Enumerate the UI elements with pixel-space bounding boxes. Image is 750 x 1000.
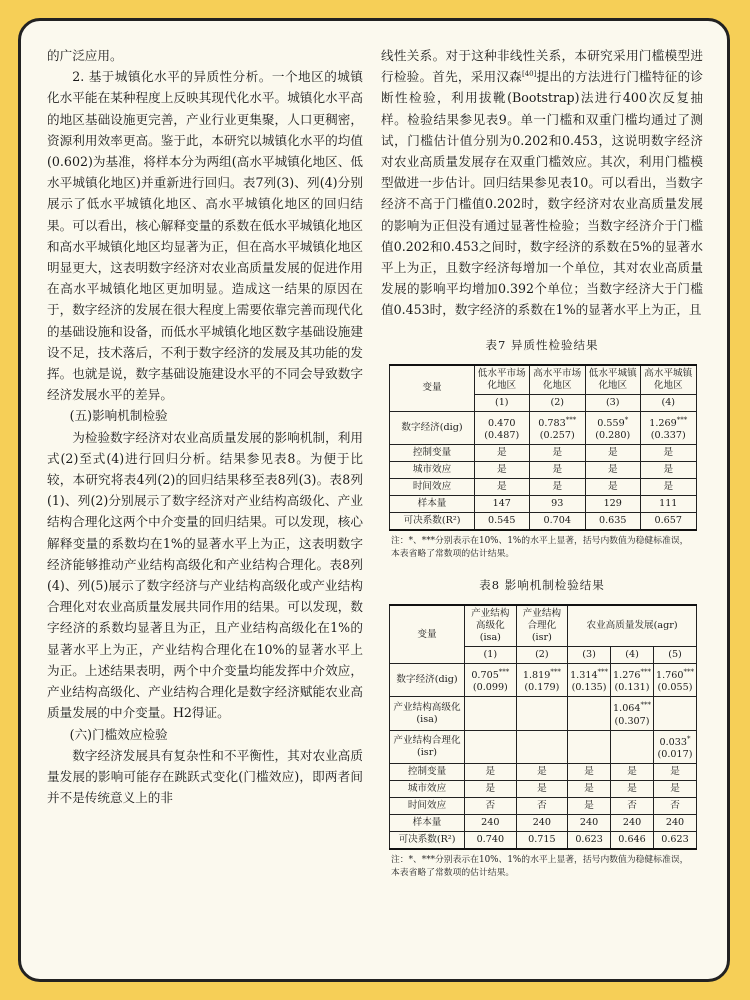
col-number: (3) <box>568 647 611 664</box>
table8-note: 注：*、***分别表示在10%、1%的水平上显著，括号内数值为稳健标准误，本表省略了常数项的估计结果。 <box>391 854 689 878</box>
col-number: (4) <box>611 647 654 664</box>
col-number: (1) <box>475 394 530 411</box>
row-label: 数字经济(dig) <box>390 411 475 444</box>
table-row: 控制变量 是 是 是 是 是 <box>390 763 697 780</box>
col-number: (2) <box>529 394 585 411</box>
table-header: 低水平市场化地区 <box>475 365 530 395</box>
paragraph: 为检验数字经济对农业高质量发展的影响机制，利用式(2)至式(4)进行回归分析。结果参见表8。为便于比较，本研究将表4列(2)的回归结果移至表8列(3)。表8列(1)、列(2)分别展示了数字经济对产业结构高级化、产业结构合理化这两个中介变量的回归结果。可以发现，核心解释变量的系数均在1%的显著水平上为正，这表明数字经济能够推动产业结构高级化和产业结构合理化。表8列(4)、列(5)展示了数字经济与产业结构高级化或产业结构合理化对农业高质量发展共同作用的结果。可以发现，数字经济的系数均显著且为正，且产业结构高级化在1%的显著水平上为正，产业结构合理化在10%的显著水平上为正。上述结果表明，两个中介变量均能发挥中介效应，产业结构高级化、产业结构合理化是数字经济赋能农业高质量发展的中介变量。H2得证。 <box>47 429 363 721</box>
table-row: 城市效应 是 是 是 是 <box>390 462 697 479</box>
table-cell: 0.783*** (0.257) <box>529 411 585 444</box>
paragraph: 数字经济发展具有复杂性和不平衡性，其对农业高质量发展的影响可能存在跳跃式变化(门槛效应)，即两者间并不是传统意义上的非 <box>47 747 363 806</box>
left-column <box>47 45 363 808</box>
table-header: 低水平城镇化地区 <box>585 365 640 395</box>
paragraph: 的广泛应用。 <box>47 48 123 63</box>
citation-ref: [40] <box>522 70 537 79</box>
table-cell: 1.760*** (0.055) <box>654 664 697 697</box>
table-header: 农业高质量发展(agr) <box>568 605 697 647</box>
section-heading: (六)门槛效应检验 <box>69 726 168 742</box>
col-number: (3) <box>585 394 640 411</box>
table-header: 变量 <box>390 605 465 664</box>
text-run: 线性关系。对于这种非线性关系，本研究采用门槛模型进行检验。首先，采用汉森 <box>381 48 703 85</box>
paragraph: 2. 基于城镇化水平的异质性分析。一个地区的城镇化水平能在某种程度上反映其现代化水平。城镇化水平高的地区基础设施更完善，产业行业更集聚，人口更稠密，资源利用效率更高。鉴于此，本研究以城镇化水平的均值(0.602)为基准，将样本分为两组(高水平城镇化地区、低水平城镇化地区)并重新进行回归。表7列(3)、列(4)分别展示了低水平城镇化地区、高水平城镇化地区的回归结果。可以看出，核心解释变量的系数在低水平城镇化地区和高水平城镇化地区均显著为正，但在高水平城镇化地区明显更大，这表明数字经济对农业高质量发展的促进作用在高水平城镇化地区更加明显。造成这一结果的原因在于，数字经济的发展在很大程度上需要依靠完善而现代化的基础设施和设备，而低水平城镇化地区数字基础设施建设不足，技术落后，不利于数字经济的发展及其功能的发挥。也就是说，数字基础设施建设水平的不同会导致数字经济发展水平的差异。 <box>47 69 363 403</box>
text-run: 提出的方法进行门槛特征的诊断性检验，利用拔靴(Bootstrap)法进行400次反复抽样。检验结果参见表9。单一门槛和双重门槛均通过了测试，门槛估计值分别为0.202和0.453，这说明数字经济对农业高质量发展存在双重门槛效应。其次，利用门槛模型做进一步估计。回归结果参见表10。可以看出，当数字经济不高于门槛值0.202时，数字经济对农业高质量发展的影响为正但没有通过显著性检验；当数字经济介于门槛值0.202和0.453之间时，数字经济的系数在5%的显著水平上为正，且数字经济每增加一个单位，其对农业高质量发展的影响平均增加0.392个单位；当数字经济大于门槛值0.453时，数字经济的系数在1%的显著水平上为正，且 <box>381 69 704 318</box>
table-row: 样本量 240 240 240 240 240 <box>390 814 697 831</box>
table-row: 城市效应 是 是 是 是 是 <box>390 780 697 797</box>
table-cell: 0.559* (0.280) <box>585 411 640 444</box>
table-cell: 1.064*** (0.307) <box>611 697 654 730</box>
table-row: 可决系数(R²) 0.545 0.704 0.635 0.657 <box>390 513 697 531</box>
table-header: 变量 <box>390 365 475 412</box>
page-frame <box>18 18 730 982</box>
table-row: 样本量 147 93 129 111 <box>390 496 697 513</box>
table7-caption: 表7 异质性检验结果 <box>485 337 599 352</box>
table-row: 可决系数(R²) 0.740 0.715 0.623 0.646 0.623 <box>390 831 697 849</box>
row-label: 产业结构合理化(isr) <box>390 730 465 763</box>
table-cell: 1.314*** (0.135) <box>568 664 611 697</box>
table-header: 产业结构高级化(isa) <box>465 605 517 647</box>
table7 <box>389 364 697 531</box>
table-header: 高水平市场化地区 <box>529 365 585 395</box>
row-label: 产业结构高级化(isa) <box>390 697 465 730</box>
table7-note: 注：*、***分别表示在10%、1%的水平上显著，括号内数值为稳健标准误，本表省略了常数项的估计结果。 <box>391 536 689 560</box>
table-row: 时间效应 否 否 是 否 否 <box>390 797 697 814</box>
table-cell: 1.819*** (0.179) <box>516 664 567 697</box>
col-number: (2) <box>516 647 567 664</box>
table-cell: 0.470 (0.487) <box>475 411 530 444</box>
right-column <box>381 45 703 880</box>
table-row: 时间效应 是 是 是 是 <box>390 479 697 496</box>
table-header: 产业结构合理化(isr) <box>516 605 567 647</box>
table-cell: 1.269*** (0.337) <box>640 411 697 444</box>
table-cell: 0.033* (0.017) <box>654 730 697 763</box>
col-number: (1) <box>465 647 517 664</box>
col-number: (4) <box>640 394 697 411</box>
row-label: 数字经济(dig) <box>390 664 465 697</box>
table8-caption: 表8 影响机制检验结果 <box>479 578 605 593</box>
table8 <box>389 604 697 850</box>
table-cell: 0.705*** (0.099) <box>465 664 517 697</box>
table-row: 控制变量 是 是 是 是 <box>390 445 697 462</box>
table-header: 高水平城镇化地区 <box>640 365 697 395</box>
section-heading: (五)影响机制检验 <box>69 408 168 424</box>
table-cell: 1.276*** (0.131) <box>611 664 654 697</box>
paragraph <box>381 45 703 321</box>
col-number: (5) <box>654 647 697 664</box>
